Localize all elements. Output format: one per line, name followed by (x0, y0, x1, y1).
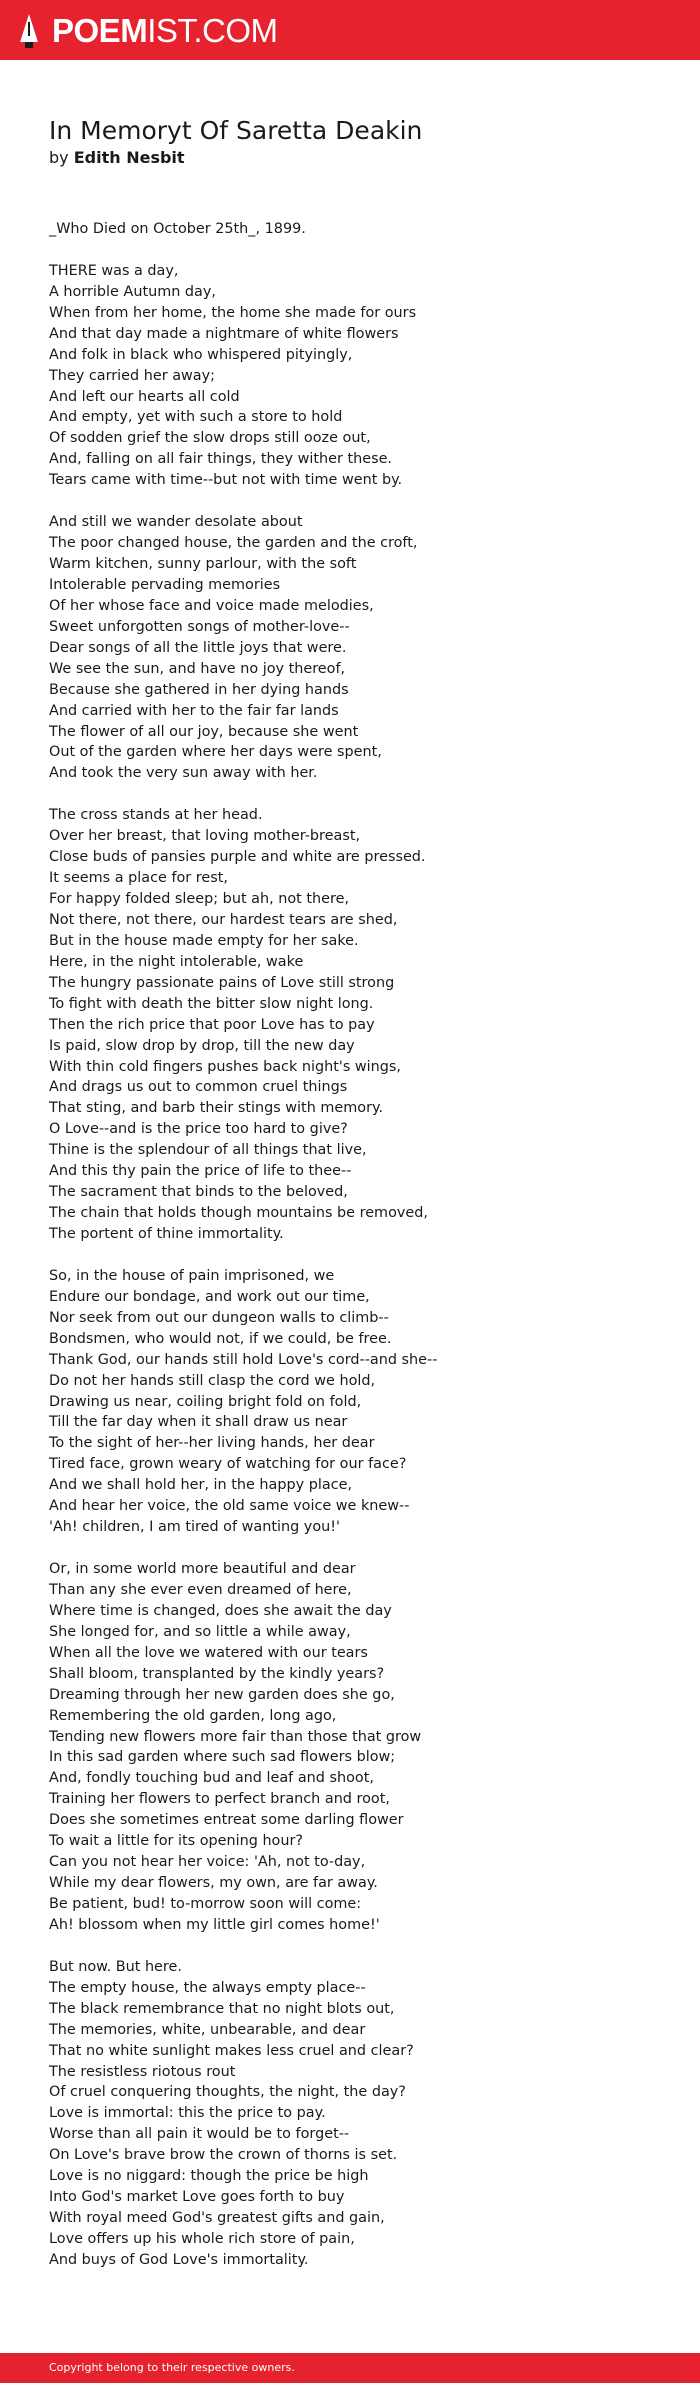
poem-line: Love is no niggard: though the price be high (49, 2168, 369, 2185)
poem-line: But in the house made empty for her sake. (49, 932, 359, 949)
poem-line: The portent of thine immortality. (49, 1226, 284, 1242)
poem-line: We see the sun, and have no joy thereof, (49, 660, 346, 677)
poem-line: Close buds of pansies purple and white are pressed. (49, 849, 426, 866)
poem-line: So, in the house of pain imprisoned, we (49, 1267, 335, 1284)
poem-line: 'Ah! children, I am tired of wanting you!' (49, 1519, 340, 1536)
poem-line: Dear songs of all the little joys that were. (49, 639, 347, 656)
poem-line: In this sad garden where such sad flowers blow; (49, 1749, 396, 1766)
pen-nib-icon (18, 12, 40, 50)
poem-line: To fight with death the bitter slow night long. (49, 995, 374, 1012)
poem-line: Out of the garden where her days were spent, (49, 744, 382, 761)
poem-line: The empty house, the always empty place-- (49, 1979, 366, 1996)
poem-line: Thank God, our hands still hold Love's cord--and she-- (49, 1351, 438, 1368)
poem-line: Worse than all pain it would be to forget-- (49, 2126, 350, 2143)
poem-line: With thin cold fingers pushes back night's wings, (49, 1058, 402, 1075)
poem-byline (49, 147, 185, 169)
stanza-break (49, 784, 669, 805)
poem-line: To the sight of her--her living hands, her dear (49, 1435, 375, 1452)
poem-line: Because she gathered in her dying hands (49, 681, 349, 698)
poem-line: And hear her voice, the old same voice we knew-- (49, 1498, 410, 1515)
stanza-break (49, 240, 669, 261)
poem-line: Sweet unforgotten songs of mother-love-- (49, 618, 350, 635)
poem-line: That no white sunlight makes less cruel and clear? (49, 2042, 414, 2059)
poem-line: And this thy pain the price of life to thee-- (49, 1163, 352, 1180)
poem-line: And took the very sun away with her. (49, 765, 318, 782)
poem-line: The poor changed house, the garden and the croft, (49, 535, 418, 552)
poem-line: The chain that holds though mountains be removed, (49, 1205, 428, 1222)
poem-line: It seems a place for rest, (49, 870, 228, 887)
poem-line: They carried her away; (49, 367, 215, 384)
logo-text (52, 12, 278, 50)
poem-line: Over her breast, that loving mother-breast, (49, 828, 361, 845)
poem-line: But now. But here. (49, 1958, 182, 1975)
poem-line: Remembering the old garden, long ago, (49, 1707, 337, 1724)
poem-line: And that day made a nightmare of white flowers (49, 325, 399, 342)
poem-line: The flower of all our joy, because she went (49, 723, 359, 740)
poem-line: With royal meed God's greatest gifts and gain, (49, 2210, 385, 2227)
copyright-text: Copyright belong to their respective owners. (49, 2361, 295, 2374)
poem-line: Is paid, slow drop by drop, till the new day (49, 1037, 355, 1054)
poem-line: _Who Died on October 25th_, 1899. (49, 221, 306, 237)
poem-line: Be patient, bud! to-morrow soon will come: (49, 1896, 362, 1912)
poem-line: Nor seek from out our dungeon walls to climb-- (49, 1309, 389, 1326)
poem-line: The hungry passionate pains of Love still strong (49, 974, 395, 991)
poem-line: The cross stands at her head. (49, 807, 263, 824)
poem-line: And empty, yet with such a store to hold (49, 409, 343, 426)
poem-line: Thine is the splendour of all things that live, (49, 1142, 367, 1159)
poem-line: Tending new flowers more fair than those that grow (49, 1728, 422, 1745)
poem-line: Drawing us near, coiling bright fold on fold, (49, 1393, 362, 1410)
poem-line: Do not her hands still clasp the cord we hold, (49, 1372, 376, 1389)
site-logo[interactable] (18, 12, 278, 50)
poem-line: Than any she ever even dreamed of here, (49, 1581, 352, 1598)
poem-line: Not there, not there, our hardest tears are shed, (49, 911, 398, 928)
logo-text-thin: IST.COM (147, 12, 278, 49)
poem-line: Bondsmen, who would not, if we could, be free. (49, 1330, 392, 1347)
poem-line: And carried with her to the fair far lands (49, 702, 339, 719)
poem-line: THERE was a day, (49, 262, 179, 279)
by-label: by (49, 148, 69, 167)
poem-body (49, 219, 669, 2271)
poem-line: Then the rich price that poor Love has to pay (49, 1016, 375, 1033)
poem-line: Of her whose face and voice made melodies, (49, 597, 374, 614)
poem-line: And, falling on all fair things, they wither these. (49, 451, 393, 468)
poem-line: Training her flowers to perfect branch and root, (49, 1791, 390, 1808)
site-footer (0, 2353, 700, 2383)
poem-line: She longed for, and so little a while away, (49, 1623, 351, 1640)
poem-line: That sting, and barb their stings with memory. (49, 1100, 384, 1117)
poem-line: Can you not hear her voice: 'Ah, not to-day, (49, 1854, 366, 1871)
poem-line: And left our hearts all cold (49, 388, 240, 405)
poem-line: And we shall hold her, in the happy place, (49, 1477, 353, 1494)
poem-title: In Memoryt Of Saretta Deakin (49, 116, 423, 145)
poem-line: Tears came with time--but not with time went by. (49, 472, 403, 489)
poem-line: Love offers up his whole rich store of pain, (49, 2231, 355, 2247)
poem-line: The memories, white, unbearable, and dear (49, 2021, 366, 2038)
poem-line: Dreaming through her new garden does she go, (49, 1686, 395, 1703)
poem-line: The resistless riotous rout (49, 2063, 236, 2080)
poem-line: The black remembrance that no night blots out, (49, 2000, 395, 2017)
poem-line: Warm kitchen, sunny parlour, with the soft (49, 556, 357, 572)
poem-line: For happy folded sleep; but ah, not there, (49, 891, 350, 907)
poem-line: Where time is changed, does she await the day (49, 1602, 392, 1619)
stanza-break (49, 491, 669, 512)
stanza-break (49, 1936, 669, 1957)
poem-line: When from her home, the home she made for ours (49, 304, 417, 321)
poem-line: Does she sometimes entreat some darling flower (49, 1812, 404, 1829)
poem-line: On Love's brave brow the crown of thorns is set. (49, 2147, 398, 2164)
poem-line: And drags us out to common cruel things (49, 1079, 348, 1096)
poem-line: Or, in some world more beautiful and dear (49, 1561, 356, 1577)
poem-line: The sacrament that binds to the beloved, (49, 1184, 348, 1201)
poem-line: Into God's market Love goes forth to buy (49, 2189, 345, 2206)
poem-line: And still we wander desolate about (49, 514, 303, 531)
poem-line: Tired face, grown weary of watching for our face? (49, 1456, 407, 1473)
poem-line: When all the love we watered with our tears (49, 1644, 368, 1661)
stanza-break (49, 1245, 669, 1266)
poem-author[interactable]: Edith Nesbit (73, 148, 185, 167)
poem-line: Endure our bondage, and work out our time, (49, 1288, 370, 1305)
logo-text-bold: POEM (52, 12, 148, 49)
poem-line: To wait a little for its opening hour? (49, 1833, 304, 1850)
poem-line: Here, in the night intolerable, wake (49, 953, 304, 970)
poem-line: Of cruel conquering thoughts, the night, the day? (49, 2084, 406, 2101)
poem-line: Of sodden grief the slow drops still ooze out, (49, 430, 371, 447)
poem-line: Ah! blossom when my little girl comes home!' (49, 1916, 380, 1933)
poem-line: Shall bloom, transplanted by the kindly years? (49, 1665, 385, 1682)
poem-line: Love is immortal: this the price to pay. (49, 2105, 326, 2122)
poem-line: A horrible Autumn day, (49, 283, 216, 300)
poem-line: And, fondly touching bud and leaf and shoot, (49, 1770, 374, 1787)
poem-line: Till the far day when it shall draw us near (49, 1414, 348, 1431)
poem-line: And buys of God Love's immortality. (49, 2251, 309, 2268)
stanza-break (49, 1538, 669, 1559)
poem-line: Intolerable pervading memories (49, 576, 281, 593)
poem-line: And folk in black who whispered pityingly, (49, 346, 353, 363)
site-header (0, 0, 700, 60)
poem-line: O Love--and is the price too hard to give? (49, 1121, 348, 1138)
poem-line: While my dear flowers, my own, are far away. (49, 1875, 378, 1892)
